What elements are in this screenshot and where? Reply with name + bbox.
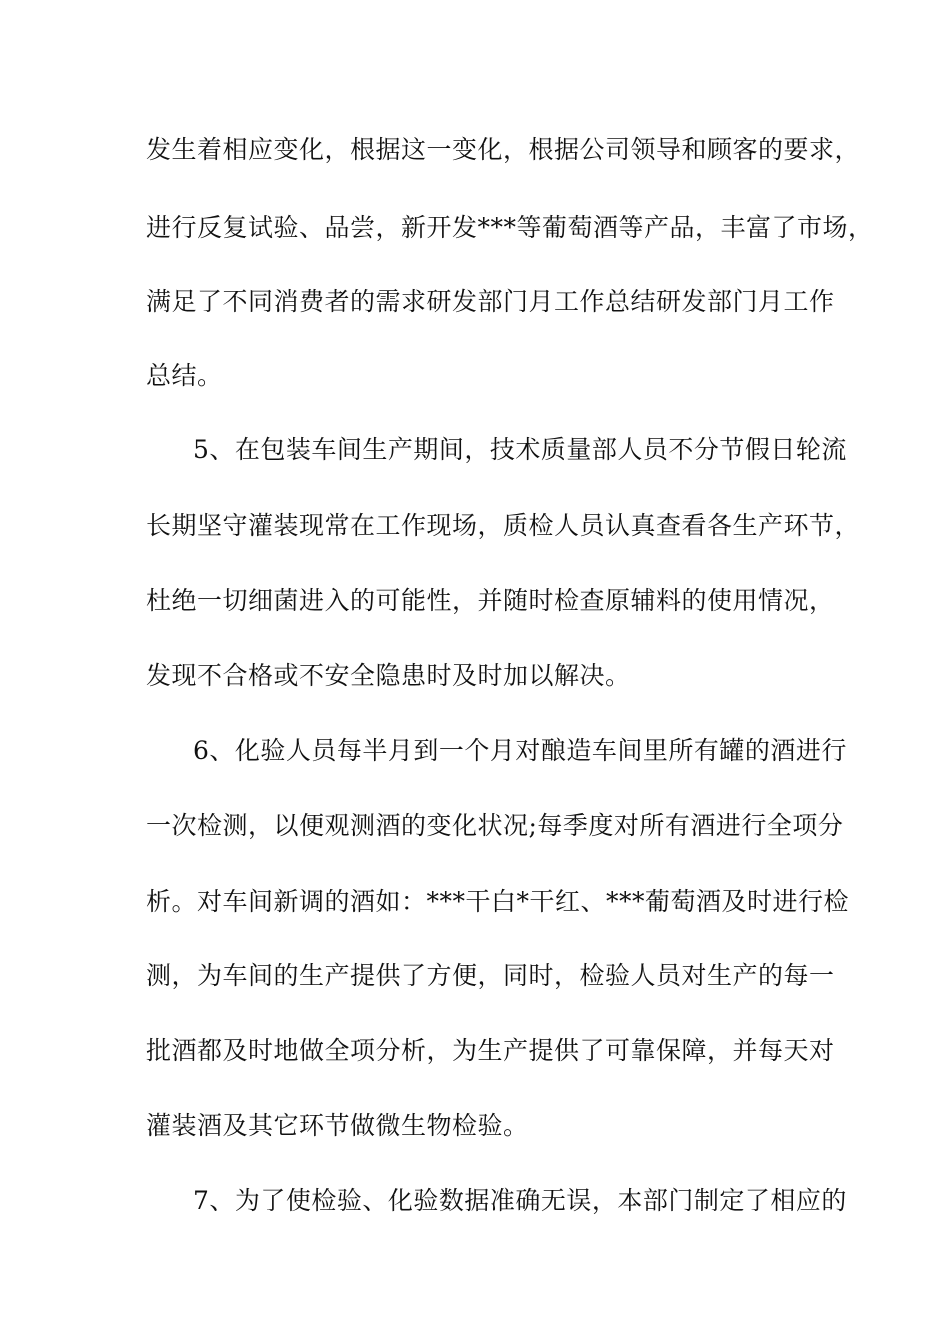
text-line: 满足了不同消费者的需求研发部门月工作总结研发部门月工作	[146, 287, 835, 316]
text-line: 进行反复试验、品尝，新开发***等葡萄酒等产品，丰富了市场，	[146, 213, 874, 242]
text-line: 析。对车间新调的酒如：***干白*干红、***葡萄酒及时进行检	[146, 887, 850, 916]
text-line: 杜绝一切细菌进入的可能性，并随时检查原辅料的使用情况，	[146, 586, 835, 615]
text-line: 一次检测，以便观测酒的变化状况;每季度对所有酒进行全项分	[146, 811, 844, 840]
paragraph-start-line: 6、化验人员每半月到一个月对酿造车间里所有罐的酒进行	[193, 736, 847, 765]
text-line: 总结。	[146, 361, 223, 390]
text-line: 长期坚守灌装现常在工作现场，质检人员认真查看各生产环节，	[146, 511, 861, 540]
text-line: 发生着相应变化，根据这一变化，根据公司领导和顾客的要求，	[146, 135, 861, 164]
paragraph-start-line: 7、为了使检验、化验数据准确无误，本部门制定了相应的	[193, 1186, 847, 1215]
text-line: 发现不合格或不安全隐患时及时加以解决。	[146, 661, 631, 690]
text-line: 测，为车间的生产提供了方便，同时，检验人员对生产的每一	[146, 961, 835, 990]
text-line: 灌装酒及其它环节做微生物检验。	[146, 1111, 529, 1140]
paragraph-start-line: 5、在包装车间生产期间，技术质量部人员不分节假日轮流	[193, 435, 847, 464]
text-line: 批酒都及时地做全项分析，为生产提供了可靠保障，并每天对	[146, 1036, 835, 1065]
